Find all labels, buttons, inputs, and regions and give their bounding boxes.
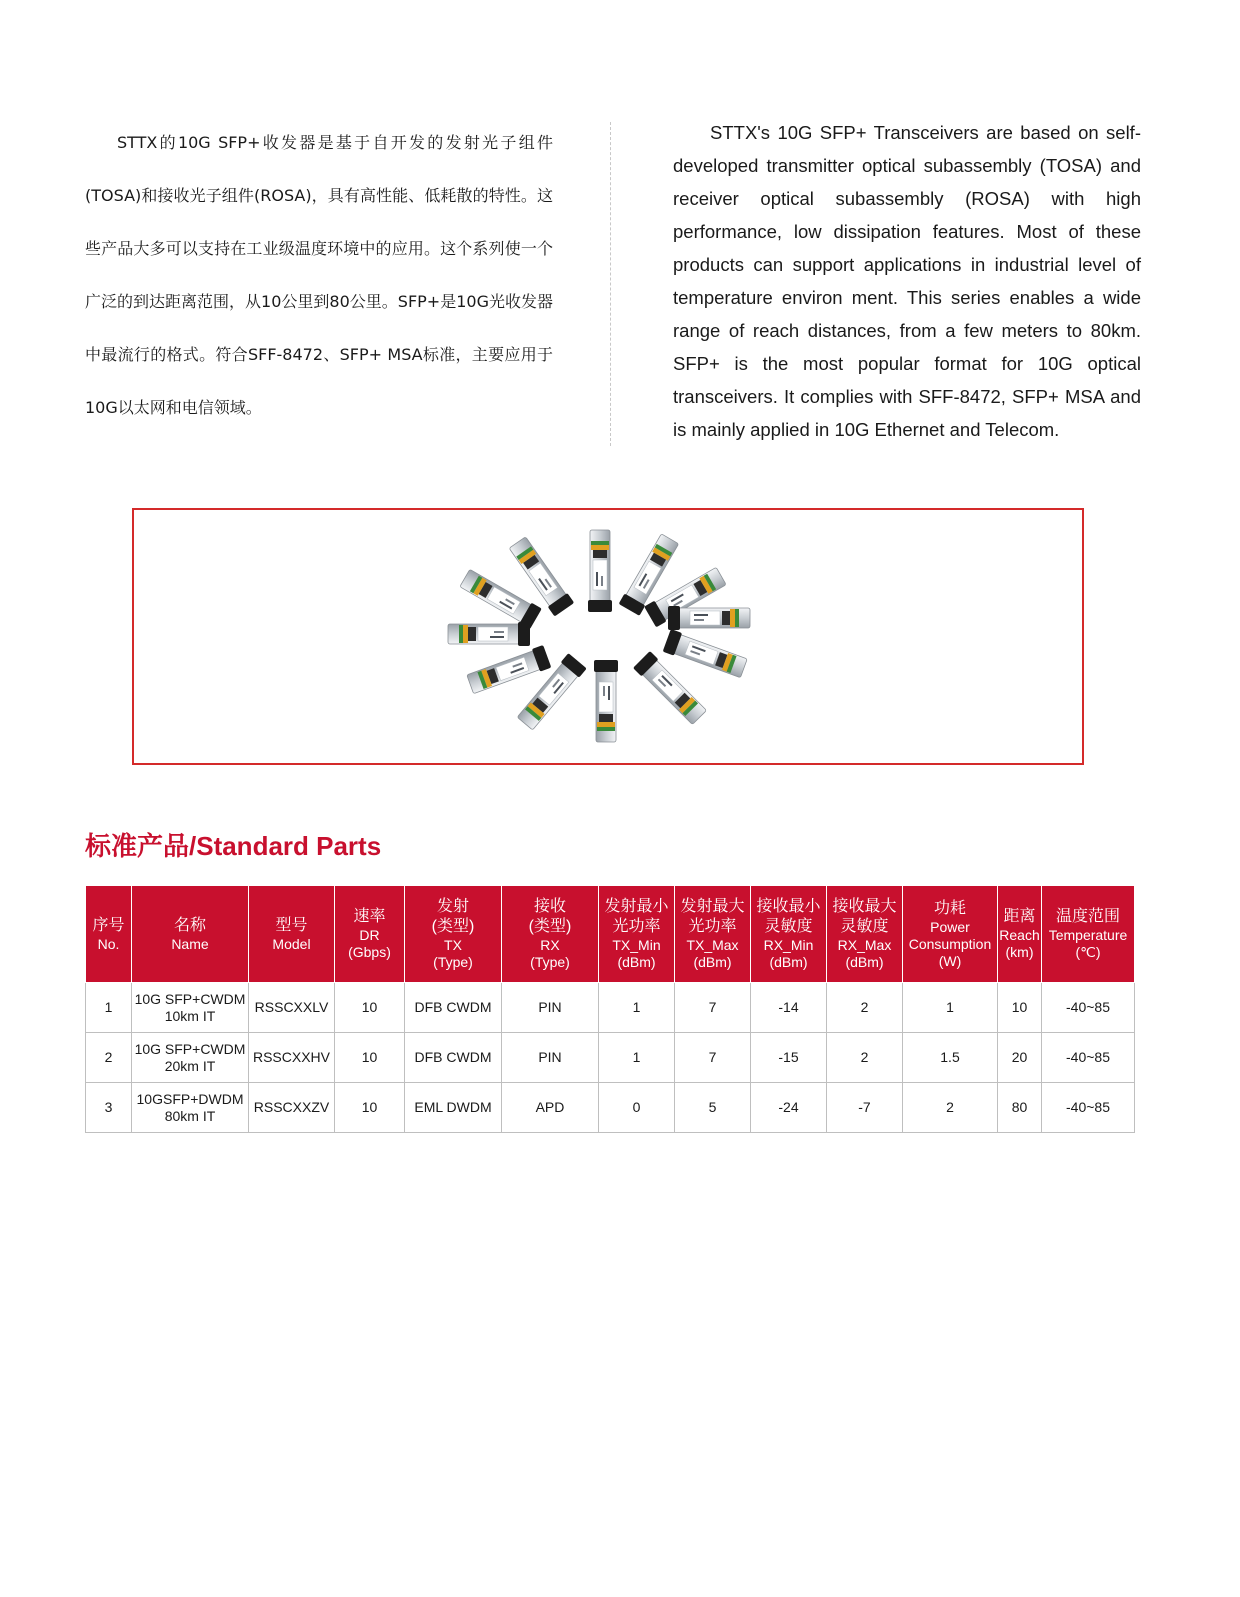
table-cell: 10GSFP+DWDM 80km IT [132, 1083, 249, 1133]
header-en-label: Power [930, 918, 970, 935]
header-cn-label: 光功率 [688, 918, 737, 935]
table-cell: 1 [903, 983, 998, 1033]
table-header-cell [405, 886, 502, 983]
table-header-cell [335, 886, 405, 983]
header-en-label: (W) [938, 952, 962, 969]
table-cell: 5 [675, 1083, 751, 1133]
table-cell: 20 [998, 1033, 1042, 1083]
table-cell: DFB CWDM [405, 1033, 502, 1083]
table-cell: 7 [675, 1033, 751, 1083]
header-cn-label: 型号 [275, 916, 308, 934]
table-header-row [86, 886, 1135, 983]
header-cn-label: 灵敏度 [840, 918, 889, 935]
header-cn-label: 发射最小 [604, 898, 669, 915]
header-cn-label: 速率 [353, 908, 386, 925]
table-cell: 1 [599, 983, 675, 1033]
header-cn-label: 光功率 [612, 918, 661, 935]
table-cell: -14 [751, 983, 827, 1033]
header-cn-label: 温度范围 [1055, 908, 1120, 925]
table-header-cell [86, 886, 132, 983]
table-cell: -24 [751, 1083, 827, 1133]
header-cn-label: 接收最小 [756, 898, 821, 915]
table-cell: -15 [751, 1033, 827, 1083]
table-row [86, 1033, 1135, 1083]
table-header-cell [827, 886, 903, 983]
table-header-cell [132, 886, 249, 983]
header-en-label: Temperature [1048, 927, 1128, 943]
header-en-label: DR [359, 927, 380, 943]
table-header-cell [675, 886, 751, 983]
header-en-label: (dBm) [617, 954, 656, 970]
table-cell: -40~85 [1042, 1083, 1135, 1133]
table-cell: -40~85 [1042, 983, 1135, 1033]
table-cell: 10 [335, 1033, 405, 1083]
header-cn-label: 距离 [1003, 908, 1036, 925]
header-en-label: (dBm) [845, 954, 884, 970]
table-cell: RSSCXXZV [249, 1083, 335, 1133]
header-en-label: Reach [999, 927, 1040, 943]
table-cell: 10 [335, 983, 405, 1033]
header-en-label: No. [97, 935, 120, 952]
header-cn-label: 接收 [533, 898, 566, 915]
header-en-label: (Type) [530, 954, 570, 970]
header-cn-label: (类型) [431, 918, 475, 935]
header-en-label: (℃) [1075, 944, 1101, 960]
table-row [86, 1083, 1135, 1133]
header-en-label: (Gbps) [348, 944, 391, 960]
header-en-label: RX [540, 937, 560, 953]
table-cell: 1 [86, 983, 132, 1033]
header-cn-label: 发射 [436, 898, 469, 915]
table-header-cell [1042, 886, 1135, 983]
intro-chinese-text: STTX的10G SFP+收发器是基于自开发的发射光子组件(TOSA)和接收光子组件(ROSA)，具有高性能、低耗散的特性。这些产品大多可以支持在工业级温度环境中的应用。这个系列使一个广泛的到达距离范围，从10公里到80公里。SFP+是10G光收发器中最流行的格式。符合SFF-8472、SFP+ MSA标准，主要应用于10G以太网和电信领域。 [85, 133, 553, 417]
table-cell: 10G SFP+CWDM 20km IT [132, 1033, 249, 1083]
section-title: 标准产品/Standard Parts [85, 831, 382, 861]
header-en-label: (Type) [433, 954, 473, 970]
table-cell: RSSCXXHV [249, 1033, 335, 1083]
table-cell: 1 [599, 1033, 675, 1083]
standard-parts-table [85, 885, 1135, 1133]
header-en-label: TX [444, 937, 462, 953]
table-cell: -40~85 [1042, 1033, 1135, 1083]
table-cell: 3 [86, 1083, 132, 1133]
header-en-label: Consumption [908, 935, 992, 952]
table-row [86, 983, 1135, 1033]
header-en-label: (dBm) [693, 954, 732, 970]
column-divider [610, 122, 611, 446]
table-cell: 2 [827, 983, 903, 1033]
header-en-label: (dBm) [769, 954, 808, 970]
table-cell: APD [502, 1083, 599, 1133]
header-cn-label: 灵敏度 [764, 918, 813, 935]
table-header-cell [903, 886, 998, 983]
table-cell: 80 [998, 1083, 1042, 1133]
transceiver-modules-image [134, 510, 1082, 763]
header-cn-label: 名称 [173, 916, 206, 934]
header-cn-label: 发射最大 [680, 898, 745, 915]
header-en-label: RX_Max [837, 937, 892, 953]
table-cell: 10G SFP+CWDM 10km IT [132, 983, 249, 1033]
header-cn-label: 功耗 [933, 899, 966, 917]
table-cell: 1.5 [903, 1033, 998, 1083]
table-cell: 2 [86, 1033, 132, 1083]
header-cn-label: (类型) [528, 918, 572, 935]
table-cell: PIN [502, 1033, 599, 1083]
table-cell: RSSCXXLV [249, 983, 335, 1033]
header-en-label: TX_Min [612, 937, 661, 953]
header-cn-label: 接收最大 [832, 898, 897, 915]
intro-english-text: STTX's 10G SFP+ Transceivers are based on self-developed transmitter optical subassembly (TOSA) and receiver optical subassembly (ROSA) with high performance, low dissipation features. Most of these products can support applications in industrial level of temperature environ ment. This series enables a wide range of reach distances, from a few meters to 80km. SFP+ is the most popular format for 10G optical transceivers. It complies with SFF-8472, SFP+ MSA and is mainly applied in 10G Ethernet and Telecom. [673, 122, 1141, 440]
table-cell: 2 [903, 1083, 998, 1133]
header-en-label: RX_Min [763, 937, 814, 953]
header-en-label: (km) [1005, 944, 1034, 960]
table-cell: 7 [675, 983, 751, 1033]
table-body [86, 983, 1135, 1133]
table-cell: EML DWDM [405, 1083, 502, 1133]
table-cell: DFB CWDM [405, 983, 502, 1033]
intro-section [85, 116, 1148, 476]
table-cell: 10 [335, 1083, 405, 1133]
header-en-label: Model [272, 935, 311, 952]
header-en-label: Name [171, 935, 209, 952]
header-cn-label: 序号 [92, 916, 125, 934]
table-cell: PIN [502, 983, 599, 1033]
table-header-cell [751, 886, 827, 983]
table-cell: 0 [599, 1083, 675, 1133]
table-header-cell [502, 886, 599, 983]
product-image-frame [132, 508, 1084, 765]
header-en-label: TX_Max [686, 937, 739, 953]
table-header-cell [599, 886, 675, 983]
table-cell: 2 [827, 1033, 903, 1083]
table-cell: 10 [998, 983, 1042, 1033]
table-header-cell [249, 886, 335, 983]
table-header-cell [998, 886, 1042, 983]
table-cell: -7 [827, 1083, 903, 1133]
